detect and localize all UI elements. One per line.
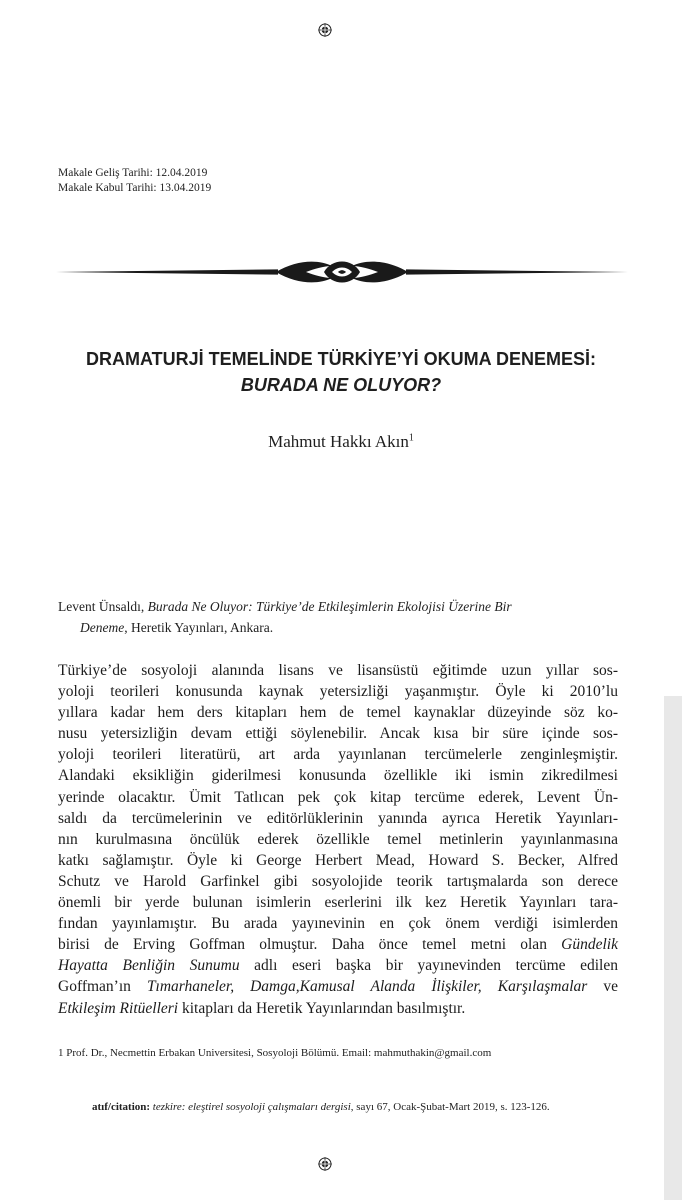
body-line: katkı sağlamıştır. Öyle ki George Herbert Mead, Howard S. Becker, Alfred	[58, 851, 618, 869]
registration-mark-icon	[318, 23, 332, 37]
body-line: önemli bir yerde bulunan isimlerin eserlerini ilk kez Heretik Yayınları tara-	[58, 894, 618, 912]
citation-details: , sayı 67, Ocak-Şubat-Mart 2019, s. 123-126.	[350, 1101, 550, 1113]
body-line: nın kurulmasına öncülük ederek özellikle temel metinlerin yayınlanmasına	[58, 830, 618, 848]
body-text-run: ve	[587, 978, 618, 996]
registration-mark-icon	[318, 1157, 332, 1171]
body-line	[58, 934, 618, 955]
body-text-run: kitapları da Heretik Yayınlarından basılmıştır.	[178, 999, 466, 1017]
page-edge-strip	[664, 696, 682, 1200]
article-title	[0, 346, 682, 398]
body-italic-run: Gündelik	[561, 936, 618, 954]
title-main: DRAMATURJİ TEMELİNDE TÜRKİYE’Yİ OKUMA DENEMESİ:	[85, 349, 596, 369]
body-line: Schutz ve Harold Garfinkel gibi sosyolojide teorik tartışmalarda son derece	[58, 872, 618, 890]
body-line: Alandaki eksikliğin giderilmesi konusunda özellikle iki ismin zikredilmesi	[58, 767, 618, 785]
body-line: yıllara kadar hem ders kitapları hem de temel kaynaklar düzeyinde söz ko-	[58, 704, 618, 722]
body-italic-run: Hayatta Benliğin Sunumu	[58, 957, 240, 975]
body-paragraph	[58, 660, 618, 1019]
body-line: yoloji teorileri konusunda kaynak yetersizliği yaşanmıştır. Öyle ki 2010’lu	[58, 683, 618, 701]
body-italic-run: Tımarhaneler, Damga,Kamusal Alanda İlişkiler, Karşılaşmalar	[146, 978, 588, 996]
body-line: nusu yetersizliğin devam ettiği söylenebilir. Ancak kısa bir süre içinde sos-	[58, 725, 618, 743]
body-line: yerinde olacaktır. Ümit Tatlıcan pek çok kitap tercüme ederek, Levent Ün-	[58, 788, 618, 806]
body-text-run: Goffman’ın	[58, 978, 147, 996]
author-footnote: 1 Prof. Dr., Necmettin Erbakan Universitesi, Sosyoloji Bölümü. Email: mahmuthakin@gmail.com	[58, 1047, 492, 1059]
reviewed-title-part2: Deneme	[80, 620, 125, 635]
body-line: yoloji teorileri literatürü, art arda yayınlanan tercümelerle zenginleşmiştir.	[58, 746, 618, 764]
article-dates	[58, 166, 211, 196]
author-line	[0, 432, 682, 452]
body-line: Türkiye’de sosyoloji alanında lisans ve lisansüstü eğitimde uzun yıllar sos-	[58, 662, 618, 679]
citation-journal: tezkire: eleştirel sosyoloji çalışmaları dergisi	[150, 1101, 351, 1113]
reviewed-title-part1: Burada Ne Oluyor: Türkiye’de Etkileşimlerin Ekolojisi Üzerine Bir	[147, 599, 512, 614]
body-line	[58, 955, 618, 976]
author-footnote-mark: 1	[408, 432, 414, 444]
body-line: fından yayınlamıştır. Bu arada yayınevinin en çok önem verdiği isimlerden	[58, 915, 618, 933]
body-line: saldı da tercümelerinin ve editörlüklerinin yanında ayrıca Heretik Yayınları-	[58, 809, 618, 827]
reviewed-author: Levent Ünsaldı,	[58, 599, 148, 614]
body-text-run: birisi de Erving Goffman olmuştur. Daha önce temel metni olan	[58, 936, 562, 954]
citation-line	[92, 1101, 550, 1113]
reviewed-work-reference	[58, 596, 618, 638]
accepted-date: Makale Kabul Tarihi: 13.04.2019	[58, 182, 212, 194]
received-date: Makale Geliş Tarihi: 12.04.2019	[58, 167, 208, 179]
feather-divider-icon	[56, 254, 628, 290]
author-name: Mahmut Hakkı Akın	[268, 432, 409, 451]
reviewed-publisher: , Heretik Yayınları, Ankara.	[124, 620, 274, 635]
title-subtitle: BURADA NE OLUYOR?	[240, 375, 442, 395]
body-italic-run: Etkileşim Ritüelleri	[58, 999, 179, 1017]
body-line	[58, 976, 618, 997]
body-text-run: adlı eseri başka bir yayınevinden tercüme edilen	[239, 957, 618, 975]
body-line	[58, 998, 618, 1019]
citation-label: atıf/citation:	[92, 1101, 151, 1113]
